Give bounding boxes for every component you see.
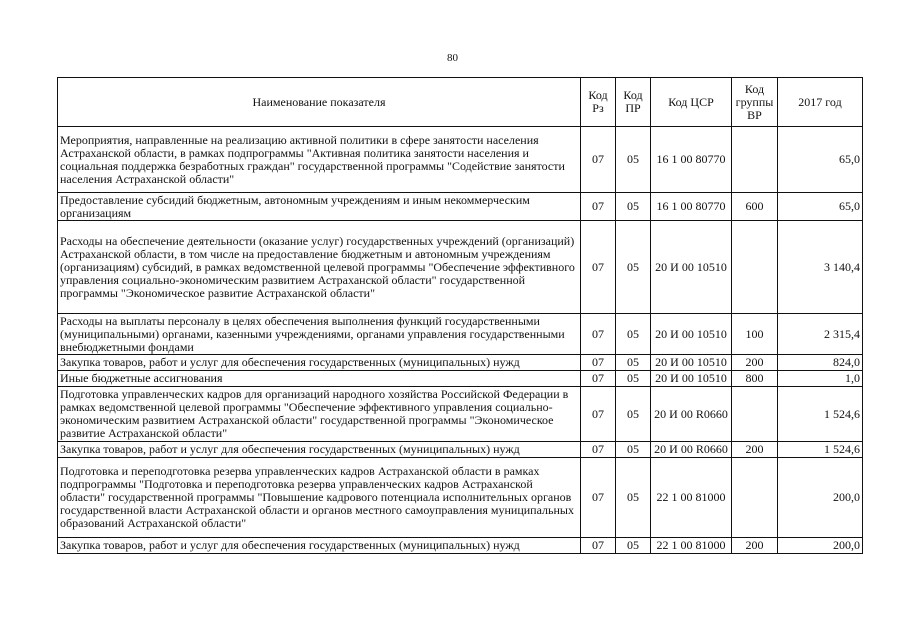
row-rz: 07 (581, 538, 616, 554)
row-csr: 16 1 00 80770 (651, 193, 732, 221)
row-csr: 20 И 00 R0660 (651, 442, 732, 458)
row-vr (732, 387, 778, 442)
row-vr (732, 127, 778, 193)
row-vr: 200 (732, 442, 778, 458)
table-row (58, 221, 863, 314)
row-rz: 07 (581, 458, 616, 538)
row-amount: 3 140,4 (778, 221, 863, 314)
row-pr: 05 (616, 371, 651, 387)
row-vr: 200 (732, 355, 778, 371)
row-name: Расходы на обеспечение деятельности (оказание услуг) государственных учреждений (организаций) Астраханской области, в том числе на предоставление бюджетным и автономным учреждениям (организациям) субсидий, в рамках ведомственной целевой программы "Обеспечение эффективного управления социально-экономическим развитием Астраханской области" государственной программы "Экономическое развитие Астраханской области" (58, 221, 581, 314)
row-name: Расходы на выплаты персоналу в целях обеспечения выполнения функций государственными (муниципальными) органами, казенными учреждениями, органами управления государственными внебюджетными фондами (58, 314, 581, 355)
table-row (58, 314, 863, 355)
row-pr: 05 (616, 387, 651, 442)
row-name: Подготовка и переподготовка резерва управленческих кадров Астраханской области в рамках подпрограммы "Подготовка и переподготовка резерва управленческих кадров Астраханской области" государственной программы "Повышение кадрового потенциала исполнительных органов государственной власти Астраханской области и органов местного самоуправления муниципальных образований Астраханской области" (58, 458, 581, 538)
row-pr: 05 (616, 314, 651, 355)
row-amount: 65,0 (778, 127, 863, 193)
row-csr: 22 1 00 81000 (651, 538, 732, 554)
table-row (58, 538, 863, 554)
table-row (58, 458, 863, 538)
header-name: Наименование показателя (58, 78, 581, 127)
row-amount: 200,0 (778, 458, 863, 538)
row-pr: 05 (616, 221, 651, 314)
row-csr: 20 И 00 R0660 (651, 387, 732, 442)
row-pr: 05 (616, 458, 651, 538)
row-vr: 800 (732, 371, 778, 387)
row-rz: 07 (581, 127, 616, 193)
row-csr: 20 И 00 10510 (651, 221, 732, 314)
row-pr: 05 (616, 538, 651, 554)
row-amount: 824,0 (778, 355, 863, 371)
header-pr: Код ПР (616, 78, 651, 127)
table-header-row (58, 78, 863, 127)
row-amount: 2 315,4 (778, 314, 863, 355)
row-vr (732, 221, 778, 314)
page-number: 80 (447, 52, 458, 64)
row-name: Закупка товаров, работ и услуг для обеспечения государственных (муниципальных) нужд (58, 442, 581, 458)
row-rz: 07 (581, 221, 616, 314)
row-pr: 05 (616, 127, 651, 193)
row-csr: 22 1 00 81000 (651, 458, 732, 538)
row-amount: 65,0 (778, 193, 863, 221)
row-vr (732, 458, 778, 538)
row-amount: 1,0 (778, 371, 863, 387)
table-row (58, 193, 863, 221)
table-row (58, 442, 863, 458)
row-rz: 07 (581, 355, 616, 371)
table-row (58, 355, 863, 371)
table-row (58, 127, 863, 193)
row-csr: 20 И 00 10510 (651, 371, 732, 387)
row-rz: 07 (581, 387, 616, 442)
row-name: Подготовка управленческих кадров для организаций народного хозяйства Российской Федерации в рамках ведомственной целевой программы "Обеспечение эффективного управления социально-экономическим развитием Астраханской области" государственной программы "Экономическое развитие Астраханской области" (58, 387, 581, 442)
table-row (58, 387, 863, 442)
header-year: 2017 год (778, 78, 863, 127)
row-pr: 05 (616, 442, 651, 458)
row-pr: 05 (616, 193, 651, 221)
row-name: Иные бюджетные ассигнования (58, 371, 581, 387)
row-amount: 1 524,6 (778, 442, 863, 458)
budget-table (57, 77, 863, 554)
row-vr: 600 (732, 193, 778, 221)
header-vr: Код группы ВР (732, 78, 778, 127)
row-vr: 100 (732, 314, 778, 355)
row-csr: 16 1 00 80770 (651, 127, 732, 193)
row-amount: 200,0 (778, 538, 863, 554)
row-csr: 20 И 00 10510 (651, 355, 732, 371)
row-amount: 1 524,6 (778, 387, 863, 442)
row-name: Предоставление субсидий бюджетным, автономным учреждениям и иным некоммерческим организациям (58, 193, 581, 221)
row-vr: 200 (732, 538, 778, 554)
row-rz: 07 (581, 442, 616, 458)
row-name: Мероприятия, направленные на реализацию активной политики в сфере занятости населения Астраханской области, в рамках подпрограммы "Активная политика занятости населения и социальная поддержка безработных граждан" государственной программы "Содействие занятости населения Астраханской области" (58, 127, 581, 193)
row-csr: 20 И 00 10510 (651, 314, 732, 355)
header-csr: Код ЦСР (651, 78, 732, 127)
row-rz: 07 (581, 314, 616, 355)
row-name: Закупка товаров, работ и услуг для обеспечения государственных (муниципальных) нужд (58, 538, 581, 554)
header-rz: Код Рз (581, 78, 616, 127)
table-row (58, 371, 863, 387)
row-rz: 07 (581, 193, 616, 221)
row-name: Закупка товаров, работ и услуг для обеспечения государственных (муниципальных) нужд (58, 355, 581, 371)
row-rz: 07 (581, 371, 616, 387)
row-pr: 05 (616, 355, 651, 371)
